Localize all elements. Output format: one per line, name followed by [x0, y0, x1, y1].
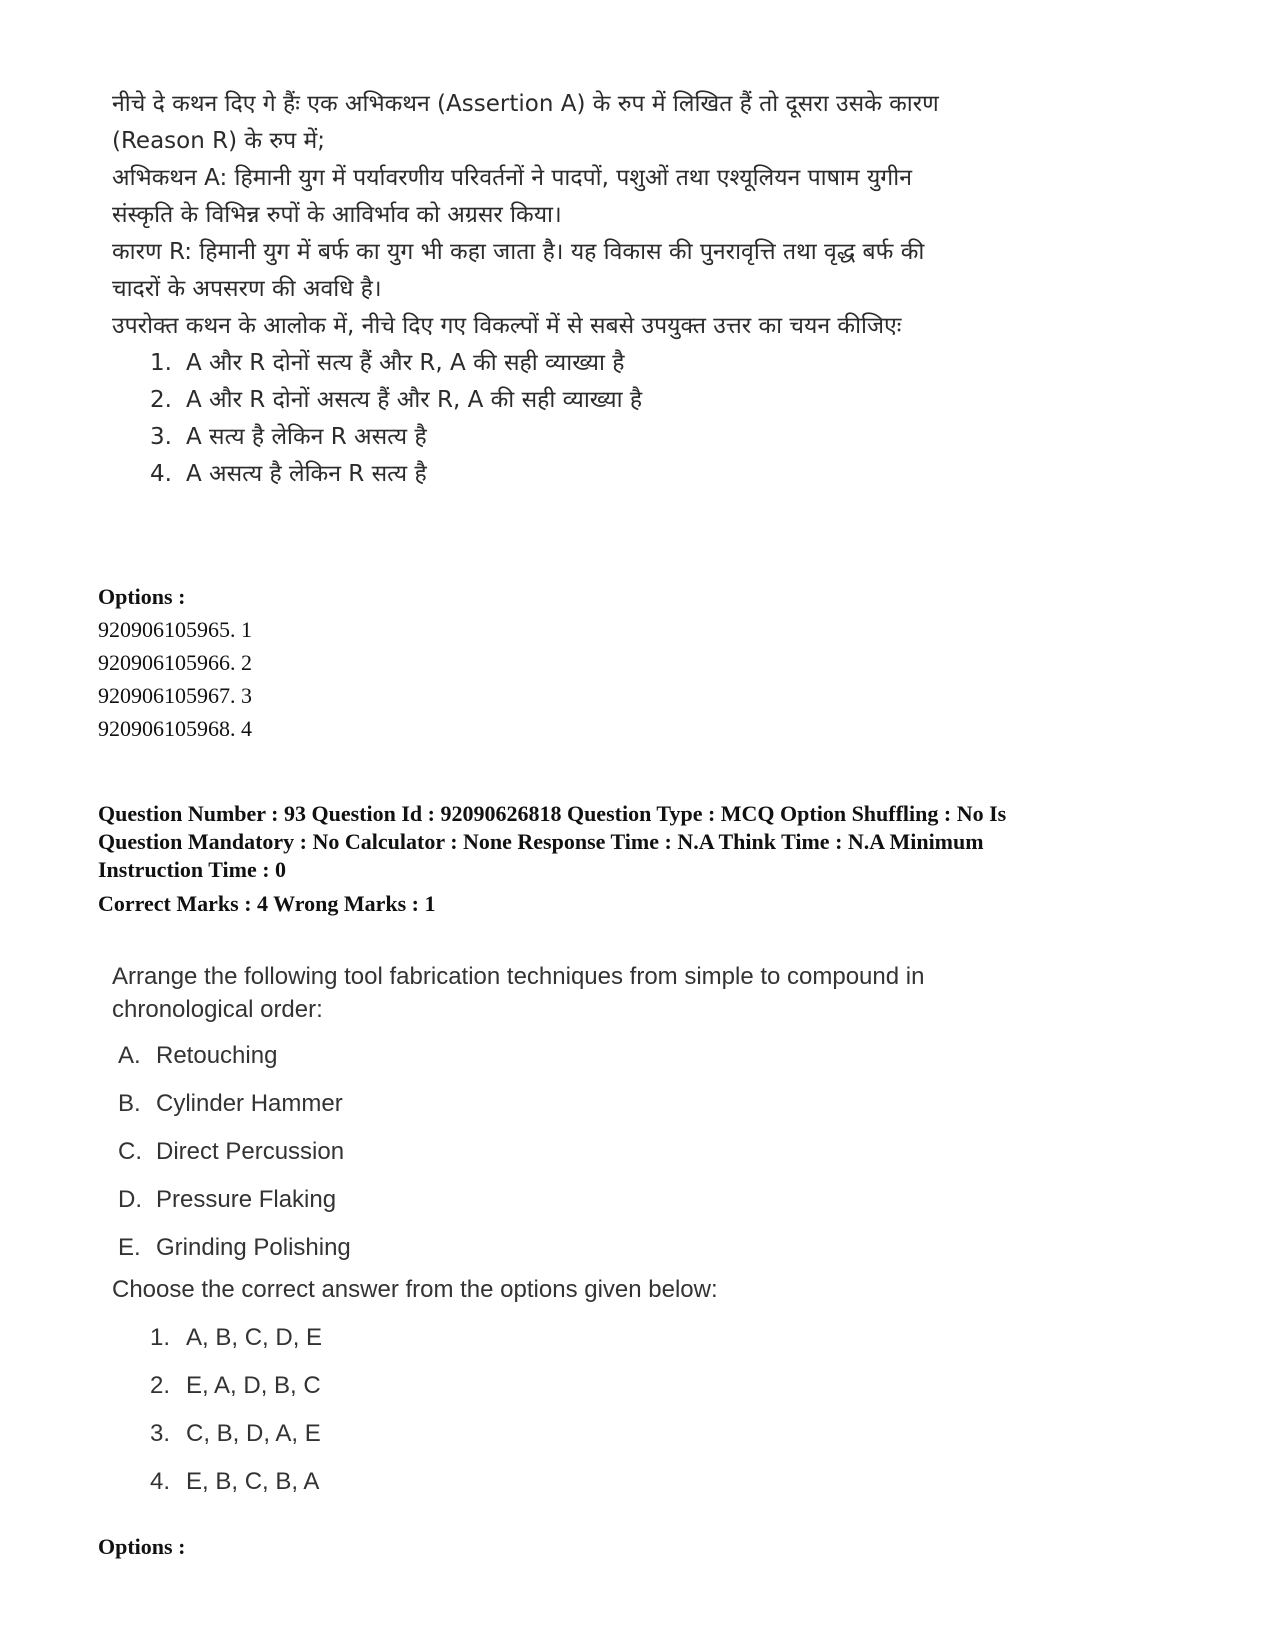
meta-line: Question Mandatory : No Calculator : None Response Time : N.A Think Time : N.A Minimum [98, 829, 984, 854]
answer-list [150, 1314, 992, 1506]
question-92-text-block [112, 86, 972, 493]
question-meta [98, 800, 1208, 918]
item-text: Grinding Polishing [156, 1234, 351, 1261]
question-stem: Arrange the following tool fabrication techniques from simple to compound in chronological order: [112, 963, 925, 1023]
meta-line: Question Number : 93 Question Id : 92090626818 Question Type : MCQ Option Shuffling : No Is [98, 801, 1007, 826]
technique-list [118, 1032, 992, 1272]
answer-prompt: Choose the correct answer from the options given below: [112, 1276, 718, 1303]
choice-list [112, 345, 972, 493]
assertion-statement: अभिकथन A: हिमानी युग में पर्यावरणीय परिवर्तनों ने पादपों, पशुओं तथा एश्यूलियन पाषाम युगीन संस्कृति के विभिन्न रुपों के आविर्भाव को अग्रसर किया। [112, 165, 912, 228]
technique-item [118, 1032, 992, 1080]
options-heading: Options : [98, 1534, 186, 1559]
item-text: Retouching [156, 1042, 278, 1069]
item-letter: E. [118, 1234, 141, 1261]
choice-item [150, 456, 972, 493]
answer-item [150, 1362, 992, 1410]
item-text: Pressure Flaking [156, 1186, 337, 1213]
answer-item [150, 1458, 992, 1506]
marks-line: Correct Marks : 4 Wrong Marks : 1 [98, 891, 436, 916]
item-letter: D. [118, 1186, 142, 1213]
answer-number: 4. [150, 1468, 171, 1495]
item-letter: A. [118, 1042, 141, 1069]
choice-number: 4. [150, 461, 172, 487]
choice-number: 3. [150, 424, 172, 450]
answer-item [150, 1410, 992, 1458]
choice-text: A और R दोनों सत्य हैं और R, A की सही व्याख्या है [186, 350, 625, 376]
reason-statement: कारण R: हिमानी युग में बर्फ का युग भी कहा जाता है। यह विकास की पुनरावृत्ति तथा वृद्ध बर्फ की चादरों के अपसरण की अवधि है। [112, 239, 925, 302]
option-id-line: 920906105965. 1 [98, 617, 252, 642]
item-text: Direct Percussion [156, 1138, 345, 1165]
option-id-line: 920906105967. 3 [98, 683, 252, 708]
question-instruction: उपरोक्त कथन के आलोक में, नीचे दिए गए विकल्पों में से सबसे उपयुक्त उत्तर का चयन कीजिएः [112, 313, 902, 339]
choice-text: A असत्य है लेकिन R सत्य है [186, 461, 427, 487]
choice-item [150, 382, 972, 419]
answer-text: E, B, C, B, A [186, 1468, 320, 1495]
meta-line: Instruction Time : 0 [98, 857, 287, 882]
option-id-line: 920906105968. 4 [98, 716, 252, 741]
item-text: Cylinder Hammer [156, 1090, 343, 1117]
choice-item [150, 345, 972, 382]
question-intro: नीचे दे कथन दिए गे हैंः एक अभिकथन (Assertion A) के रुप में लिखित हैं तो दूसरा उसके कारण (Reason R) के रुप में; [112, 91, 939, 154]
item-letter: B. [118, 1090, 141, 1117]
choice-text: A और R दोनों असत्य हैं और R, A की सही व्याख्या है [186, 387, 643, 413]
options-section [98, 580, 252, 745]
question-93-text-block [112, 960, 992, 1506]
choice-item [150, 419, 972, 456]
option-id-line: 920906105966. 2 [98, 650, 252, 675]
answer-item [150, 1314, 992, 1362]
answer-number: 3. [150, 1420, 171, 1447]
answer-text: C, B, D, A, E [186, 1420, 321, 1447]
answer-text: A, B, C, D, E [186, 1324, 323, 1351]
technique-item [118, 1176, 992, 1224]
options-section [98, 1530, 185, 1563]
options-heading: Options : [98, 584, 186, 609]
answer-number: 1. [150, 1324, 171, 1351]
technique-item [118, 1080, 992, 1128]
answer-number: 2. [150, 1372, 171, 1399]
item-letter: C. [118, 1138, 142, 1165]
choice-number: 1. [150, 350, 172, 376]
choice-number: 2. [150, 387, 172, 413]
technique-item [118, 1224, 992, 1272]
answer-text: E, A, D, B, C [186, 1372, 321, 1399]
technique-item [118, 1128, 992, 1176]
choice-text: A सत्य है लेकिन R असत्य है [186, 424, 427, 450]
